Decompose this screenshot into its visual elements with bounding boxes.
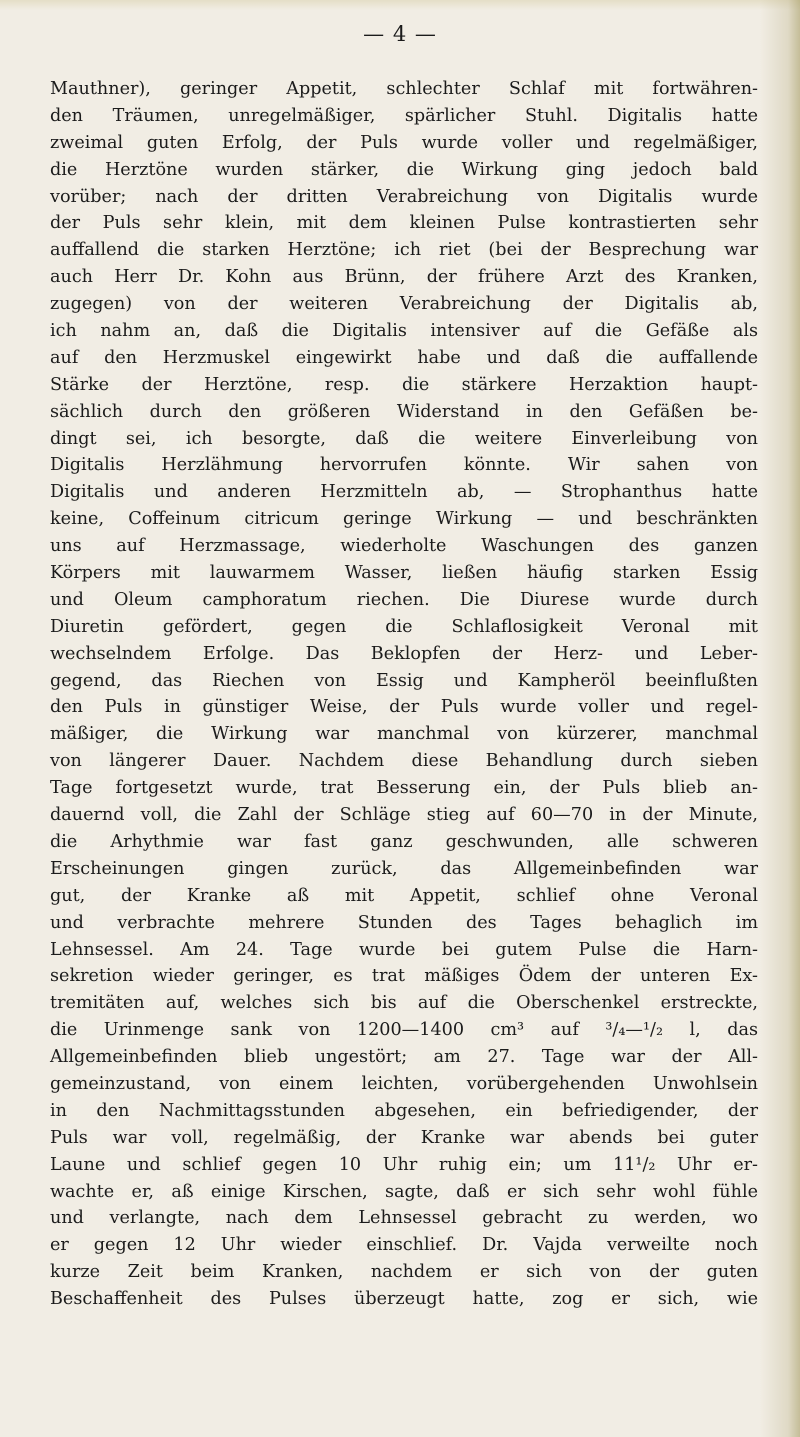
text-line: gegend, das Riechen von Essig und Kampheröl beeinflußten xyxy=(50,670,758,691)
text-line: und verlangte, nach dem Lehnsessel gebracht zu werden, wo xyxy=(50,1208,758,1229)
text-line: vorüber; nach der dritten Verabreichung von Digitalis wurde xyxy=(50,186,758,207)
text-line: dauernd voll, die Zahl der Schläge stieg auf 60—70 in der Minute, xyxy=(50,805,758,826)
text-line: die Urinmenge sank von 1200—1400 cm³ auf ³/₄—¹/₂ l, das xyxy=(50,1020,758,1041)
text-line: wechselndem Erfolge. Das Beklopfen der Herz- und Leber- xyxy=(50,643,758,664)
text-line: Mauthner), geringer Appetit, schlechter Schlaf mit fortwähren- xyxy=(50,79,758,99)
text-line: sächlich durch den größeren Widerstand in den Gefäßen be- xyxy=(50,401,758,422)
text-line: zugegen) von der weiteren Verabreichung der Digitalis ab, xyxy=(50,294,758,315)
text-line: von längerer Dauer. Nachdem diese Behandlung durch sieben xyxy=(50,751,758,772)
text-line: Lehnsessel. Am 24. Tage wurde bei gutem Pulse die Harn- xyxy=(50,939,758,960)
text-line: gut, der Kranke aß mit Appetit, schlief ohne Veronal xyxy=(50,885,758,906)
text-line: Stärke der Herztöne, resp. die stärkere Herzaktion haupt- xyxy=(50,374,758,395)
text-line: auf den Herzmuskel eingewirkt habe und daß die auffallende xyxy=(50,347,758,368)
text-line: Diuretin gefördert, gegen die Schlaflosigkeit Veronal mit xyxy=(50,616,758,637)
text-line: den Puls in günstiger Weise, der Puls wurde voller und regel- xyxy=(50,697,758,718)
text-line: Beschaffenheit des Pulses überzeugt hatte, zog er sich, wie xyxy=(50,1289,758,1310)
page-edge-shadow xyxy=(760,0,800,1437)
text-line: die Arhythmie war fast ganz geschwunden, alle schweren xyxy=(50,831,758,852)
text-line: Tage fortgesetzt wurde, trat Besserung ein, der Puls blieb an- xyxy=(50,778,758,799)
text-line: mäßiger, die Wirkung war manchmal von kürzerer, manchmal xyxy=(50,724,758,745)
text-line: wachte er, aß einige Kirschen, sagte, daß er sich sehr wohl fühle xyxy=(50,1181,758,1202)
text-line: der Puls sehr klein, mit dem kleinen Pulse kontrastierten sehr xyxy=(50,213,758,234)
text-line: zweimal guten Erfolg, der Puls wurde voller und regelmäßiger, xyxy=(50,132,758,153)
text-line: auch Herr Dr. Kohn aus Brünn, der frühere Arzt des Kranken, xyxy=(50,267,758,288)
text-line: Allgemeinbefinden blieb ungestört; am 27. Tage war der All- xyxy=(50,1047,758,1068)
text-line: Laune und schlief gegen 10 Uhr ruhig ein; um 11¹/₂ Uhr er- xyxy=(50,1154,758,1175)
text-line: tremitäten auf, welches sich bis auf die Oberschenkel erstreckte, xyxy=(50,993,758,1014)
text-line: auffallend die starken Herztöne; ich riet (bei der Besprechung war xyxy=(50,240,758,261)
text-line: Körpers mit lauwarmem Wasser, ließen häufig starken Essig xyxy=(50,563,758,584)
text-line: keine, Coffeinum citricum geringe Wirkung — und beschränkten xyxy=(50,509,758,530)
text-line: sekretion wieder geringer, es trat mäßiges Ödem der unteren Ex- xyxy=(50,966,758,987)
text-line: und Oleum camphoratum riechen. Die Diurese wurde durch xyxy=(50,589,758,610)
text-line: in den Nachmittagsstunden abgesehen, ein befriedigender, der xyxy=(50,1100,758,1121)
page-number: — 4 — xyxy=(363,22,437,46)
text-line: und verbrachte mehrere Stunden des Tages behaglich im xyxy=(50,912,758,933)
text-line: Digitalis und anderen Herzmitteln ab, — Strophanthus hatte xyxy=(50,482,758,503)
text-line: er gegen 12 Uhr wieder einschlief. Dr. Vajda verweilte noch xyxy=(50,1235,758,1256)
text-line: ich nahm an, daß die Digitalis intensiver auf die Gefäße als xyxy=(50,321,758,342)
text-line: uns auf Herzmassage, wiederholte Waschungen des ganzen xyxy=(50,536,758,557)
text-line: den Träumen, unregelmäßiger, spärlicher Stuhl. Digitalis hatte xyxy=(50,105,758,126)
text-line: dingt sei, ich besorgte, daß die weitere Einverleibung von xyxy=(50,428,758,449)
page-top-tint xyxy=(0,0,800,10)
text-line: die Herztöne wurden stärker, die Wirkung ging jedoch bald xyxy=(50,159,758,180)
text-line: Digitalis Herzlähmung hervorrufen könnte. Wir sahen von xyxy=(50,455,758,476)
text-line: gemeinzustand, von einem leichten, vorübergehenden Unwohlsein xyxy=(50,1073,758,1094)
body-text xyxy=(50,76,758,1313)
text-line: Erscheinungen gingen zurück, das Allgemeinbefinden war xyxy=(50,858,758,879)
text-line: Puls war voll, regelmäßig, der Kranke war abends bei guter xyxy=(50,1127,758,1148)
text-line: kurze Zeit beim Kranken, nachdem er sich von der guten xyxy=(50,1262,758,1283)
